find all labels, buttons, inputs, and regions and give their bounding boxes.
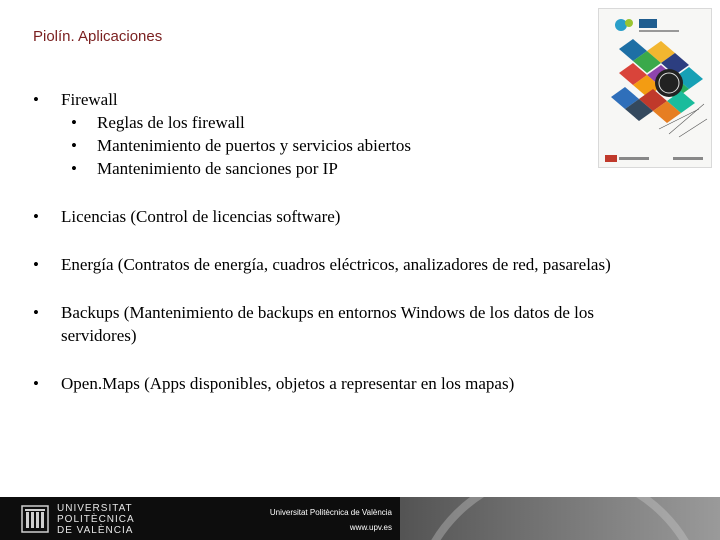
logo-line: UNIVERSITAT xyxy=(57,503,133,514)
bullet-icon: • xyxy=(33,90,39,109)
list-item-text: Firewall xyxy=(61,90,118,109)
website-link[interactable]: www.upv.es xyxy=(349,523,392,532)
sub-item-text: Reglas de los firewall xyxy=(97,113,245,132)
seal-watermark xyxy=(410,497,710,540)
bullet-icon: • xyxy=(71,159,77,178)
bullet-icon: • xyxy=(33,303,39,322)
footer-logo-area xyxy=(0,497,400,540)
bullet-icon: • xyxy=(33,255,39,274)
bullet-icon: • xyxy=(71,136,77,155)
bullet-icon: • xyxy=(71,113,77,132)
sub-item xyxy=(71,111,673,134)
list-item-text: Licencias (Control de licencias software) xyxy=(61,207,341,226)
bullet-icon: • xyxy=(33,374,39,393)
list-item-firewall xyxy=(33,88,673,111)
list-item-energia xyxy=(33,253,673,276)
logo-line: DE VALÈNCIA xyxy=(57,525,134,536)
list-item-backups xyxy=(33,301,673,347)
list-item-text: Energía (Contratos de energía, cuadros eléctricos, analizadores de red, pasarelas) xyxy=(61,255,611,274)
sub-item-text: Mantenimiento de puertos y servicios abiertos xyxy=(97,136,411,155)
logo-line: POLITÈCNICA xyxy=(57,514,135,525)
sub-item-text: Mantenimiento de sanciones por IP xyxy=(97,159,338,178)
university-name: Universitat Politècnica de València xyxy=(269,508,392,517)
page-title: Piolín. Aplicaciones xyxy=(33,28,163,45)
list-item-text: Backups (Mantenimiento de backups en entornos Windows de los datos de los servidores) xyxy=(61,303,594,345)
list-item-text: Open.Maps (Apps disponibles, objetos a representar en los mapas) xyxy=(61,374,515,393)
footer-info xyxy=(270,505,392,535)
list-item-openmaps xyxy=(33,372,673,395)
university-logo-text xyxy=(57,503,135,536)
footer-banner xyxy=(0,497,720,540)
sub-item xyxy=(71,134,673,157)
sub-list xyxy=(71,111,673,180)
list-item-licencias xyxy=(33,205,673,228)
sub-item xyxy=(71,157,673,180)
university-crest-icon xyxy=(20,504,50,534)
bullet-list xyxy=(33,88,673,395)
bullet-icon: • xyxy=(33,207,39,226)
